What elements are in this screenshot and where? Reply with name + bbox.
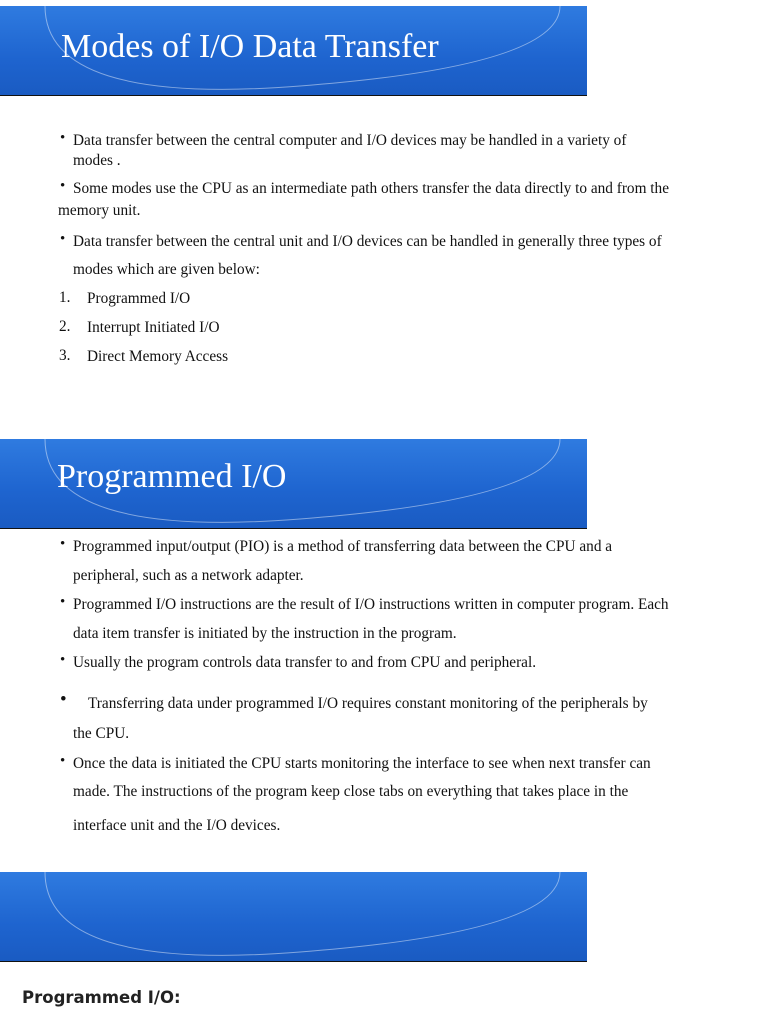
bullet-marker: • [60, 178, 66, 194]
slide-banner-2 [0, 439, 587, 529]
bullet-marker: • [60, 594, 66, 610]
bullet-marker: • [60, 753, 66, 769]
bullet-marker: • [60, 130, 66, 146]
list-number: 1. [59, 289, 71, 306]
bullet-marker: • [60, 536, 66, 552]
bullet-text-continuation: modes which are given below: [73, 261, 260, 278]
bullet-text-continuation: made. The instructions of the program keep close tabs on everything that takes place in the [73, 783, 629, 800]
list-item: Programmed I/O [87, 290, 191, 307]
bullet-text-continuation: memory unit. [58, 202, 141, 219]
bullet-text: Programmed I/O instructions are the result of I/O instructions written in computer program. Each [73, 596, 669, 613]
list-number: 3. [59, 347, 71, 364]
bullet-text-continuation: peripheral, such as a network adapter. [73, 567, 304, 584]
bullet-text: Once the data is initiated the CPU starts monitoring the interface to see when next transfer can [73, 755, 651, 772]
bullet-marker: • [60, 652, 66, 668]
slide-banner-1 [0, 6, 587, 96]
list-number: 2. [59, 318, 71, 335]
bullet-text: Data transfer between the central unit and I/O devices can be handled in generally three types of [73, 233, 662, 250]
bullet-text: Programmed input/output (PIO) is a method of transferring data between the CPU and a [73, 538, 613, 555]
section-heading: Programmed I/O: [22, 988, 181, 1007]
bullet-text-continuation: modes . [73, 152, 121, 169]
bullet-text-continuation: interface unit and the I/O devices. [73, 817, 281, 834]
bullet-text: Transferring data under programmed I/O requires constant monitoring of the peripherals by [88, 695, 648, 712]
bullet-text: Usually the program controls data transfer to and from CPU and peripheral. [73, 654, 537, 671]
list-item: Interrupt Initiated I/O [87, 319, 220, 336]
banner-arc-decoration [0, 872, 587, 961]
bullet-text: Data transfer between the central computer and I/O devices may be handled in a variety of [73, 132, 627, 149]
list-item: Direct Memory Access [87, 348, 229, 365]
slide-title: Modes of I/O Data Transfer [61, 28, 439, 65]
bullet-text: Some modes use the CPU as an intermediate path others transfer the data directly to and from the [73, 180, 669, 197]
slide-banner-3 [0, 872, 587, 962]
bullet-marker: • [60, 689, 67, 710]
bullet-text-continuation: data item transfer is initiated by the instruction in the program. [73, 625, 457, 642]
bullet-text-continuation: the CPU. [73, 725, 130, 742]
bullet-marker: • [60, 231, 66, 247]
slide-title: Programmed I/O [57, 458, 287, 495]
